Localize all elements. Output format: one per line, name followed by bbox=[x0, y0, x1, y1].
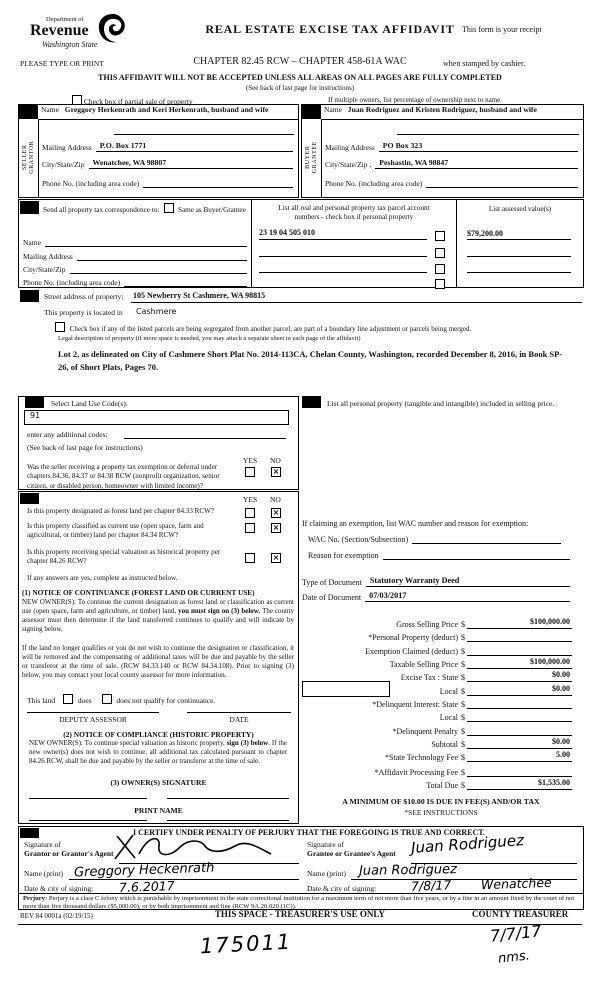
certification-section bbox=[18, 826, 584, 910]
certify-statement: I CERTIFY UNDER PENALTY OF PERJURY THAT THE FOREGOING IS TRUE AND CORRECT. bbox=[132, 828, 485, 837]
buyer-phone-value[interactable] bbox=[426, 177, 578, 188]
land-use-see-back: (See back of last page for instructions) bbox=[27, 443, 143, 452]
buyer-city-value[interactable]: Peshastin, WA 98847 bbox=[379, 158, 449, 167]
section-3-marker bbox=[20, 201, 39, 214]
fee-field-gross[interactable]: $100,000.00 bbox=[467, 617, 572, 629]
notice-continuance-paragraph-2: If the land no longer qualifies or you do not wish to continue the designation or classification, it will be removed and the compensating or additional taxes will be due and payable by the seller or transferor at the time of sale. (RCW 84.33.140 or RCW 84.34.108). Prior to signing (3) below, you may contact your local county assessor for more information. bbox=[22, 644, 294, 679]
send-correspondence-label: Send all property tax correspondence to: bbox=[43, 206, 160, 214]
seller-section bbox=[18, 104, 299, 198]
seller-city-row bbox=[42, 158, 293, 169]
section-4-marker bbox=[20, 290, 39, 302]
seller-side-label: SELLER GRANTOR bbox=[21, 140, 35, 174]
land-use-code-value: 91 bbox=[30, 411, 41, 420]
assessed-value-4[interactable] bbox=[467, 277, 571, 288]
personal-property-checkbox-1[interactable] bbox=[435, 231, 445, 241]
fee-row-delinquent-penalty: *Delinquent Penalty $ bbox=[300, 724, 572, 736]
parcel-line-2[interactable] bbox=[259, 246, 427, 257]
seller-city-value[interactable]: Wenatchee, WA 98807 bbox=[92, 158, 167, 167]
fee-row-exemption-claimed: Exemption Claimed (deduct) $ bbox=[300, 644, 572, 656]
grantee-signature: Juan Rodriguez bbox=[410, 831, 525, 857]
fee-row-delinquent-interest-state: *Delinquent Interest: State $ bbox=[300, 697, 572, 709]
header-see-back: (See back of last page for instructions) bbox=[245, 84, 355, 92]
forest-land-yes-checkbox[interactable] bbox=[245, 508, 255, 518]
multiple-owners-note: If multiple owners, list percentage of ownership next to name bbox=[328, 96, 501, 104]
correspondence-mailing-row bbox=[23, 250, 247, 261]
treasurer-space-label: THIS SPACE - TREASURER'S USE ONLY bbox=[214, 909, 386, 919]
grantee-city-handwritten: Wenatchee bbox=[480, 874, 552, 893]
seller-city-label: City/State/Zip bbox=[42, 160, 85, 169]
seller-phone-value[interactable] bbox=[143, 177, 293, 188]
stamped-note: when stamped by cashier. bbox=[443, 59, 526, 68]
assessed-values-header: List assessed value(s) bbox=[488, 205, 552, 213]
designation-section bbox=[18, 491, 299, 824]
fee-field-personal-property[interactable] bbox=[467, 630, 572, 642]
exemption-header: If claiming an exemption, list WAC number and reason for exemption: bbox=[302, 519, 529, 528]
correspondence-phone-value[interactable] bbox=[124, 276, 247, 287]
grantee-date-handwritten: 7/8/17 bbox=[410, 877, 452, 894]
buyer-city-label: City/State/Zip , bbox=[325, 160, 372, 169]
does-qualify-checkbox[interactable] bbox=[63, 694, 73, 704]
notice-continuance-title: (1) NOTICE OF CONTINUANCE (FOREST LAND OR CURRENT USE) bbox=[22, 588, 255, 597]
grantee-signature-of-label: Signature of bbox=[307, 840, 344, 849]
seller-mailing-row bbox=[42, 141, 293, 152]
does-not-label: does not qualify for continuance. bbox=[116, 696, 216, 705]
personal-property-checkbox-3[interactable] bbox=[435, 264, 445, 274]
treasurer-stamp-date: 7/7/17 bbox=[489, 921, 543, 946]
assessor-date-line[interactable] bbox=[187, 704, 291, 713]
treasurer-stamp-initials: nms. bbox=[497, 948, 531, 967]
assessed-value-1[interactable]: $79,200.00 bbox=[467, 229, 571, 240]
correspondence-section bbox=[18, 199, 584, 288]
correspondence-city-label: City/State/Zip bbox=[23, 265, 66, 274]
owner-signature-line-1[interactable] bbox=[29, 790, 147, 799]
logo-revenue-text: Revenue bbox=[30, 22, 89, 39]
personal-property-note: List all personal property (tangible and intangible) included in selling price. bbox=[327, 399, 555, 408]
exemption-reason-row bbox=[308, 549, 570, 560]
dor-swirl-icon bbox=[96, 12, 130, 48]
seller-phone-row bbox=[42, 177, 293, 188]
buyer-side-label: BUYER GRANTEE bbox=[304, 141, 318, 174]
exemption-reason-field[interactable] bbox=[383, 549, 570, 560]
correspondence-phone-label: Phone No. (including area code) bbox=[23, 278, 121, 287]
does-not-qualify-checkbox[interactable] bbox=[102, 694, 112, 704]
buyer-name-label: Name bbox=[324, 105, 342, 114]
correspondence-city-row bbox=[23, 263, 247, 274]
correspondence-name-label: Name bbox=[23, 238, 41, 247]
correspondence-city-value[interactable] bbox=[70, 263, 248, 274]
additional-codes-label: enter any additional codes: bbox=[27, 430, 108, 439]
no-header-2: NO bbox=[270, 495, 281, 504]
notice-compliance-paragraph: NEW OWNER(S): To continue special valuation as historic property, sign (3) below. If the new owner(s) does not wish to continue, all additional tax calculated pursuant to chapter 84.26 RCW, shall be due and payable by the seller or transferor at the time of sale. bbox=[29, 739, 287, 765]
segregated-note: Check box if any of the listed parcels are being segregated from another parcel, are part of a boundary line adjustment or parcels being merged. bbox=[69, 325, 472, 333]
partial-sale-label: Check box if partial sale of property bbox=[83, 97, 193, 106]
located-in-label: This property is located in bbox=[44, 308, 123, 317]
located-in-value[interactable]: Cashmere bbox=[136, 307, 177, 316]
document-type-label: Type of Document bbox=[302, 578, 362, 587]
forest-land-no-checkbox[interactable]: × bbox=[272, 508, 280, 517]
section-6-marker bbox=[302, 396, 321, 408]
legal-description-label: Legal description of property (if more space is needed, you may attach a separate sheet to each page of the affidavit) bbox=[58, 335, 361, 342]
fee-field-delinquent-penalty[interactable] bbox=[467, 724, 572, 736]
grantee-date-label: Date & city of signing: bbox=[307, 884, 377, 893]
parcel-line-1[interactable] bbox=[259, 229, 427, 240]
parcel-line-4[interactable] bbox=[259, 277, 427, 288]
document-date-value[interactable]: 07/03/2017 bbox=[369, 591, 407, 600]
section-1-marker bbox=[19, 105, 38, 119]
exemption-deferral-no-checkbox[interactable]: × bbox=[272, 467, 280, 476]
land-use-select-label: Select Land Use Code(s): bbox=[51, 399, 128, 408]
buyer-mailing-row bbox=[325, 141, 578, 152]
current-use-yes-checkbox[interactable] bbox=[245, 523, 255, 533]
buyer-side-strip bbox=[302, 120, 322, 197]
street-address-label: Street address of property: bbox=[44, 292, 124, 301]
correspondence-name-value[interactable] bbox=[45, 236, 247, 247]
yes-header-1: YES bbox=[243, 456, 258, 465]
grantor-date-handwritten: 7.6.2017 bbox=[118, 878, 175, 895]
seller-side-strip bbox=[19, 120, 39, 197]
grantee-agent-label: Grantee or Grantee's Agent bbox=[307, 849, 396, 858]
fee-field-exemption-claimed[interactable] bbox=[467, 644, 572, 656]
buyer-phone-row bbox=[325, 177, 578, 188]
exemption-deferral-yes-checkbox[interactable] bbox=[245, 467, 255, 477]
form-title: REAL ESTATE EXCISE TAX AFFIDAVIT bbox=[205, 22, 455, 36]
divider bbox=[251, 200, 252, 287]
exemption-reason-label: Reason for exemption bbox=[308, 551, 379, 560]
parcel-line-3[interactable] bbox=[259, 262, 427, 273]
document-type-value[interactable]: Statutory Warranty Deed bbox=[369, 576, 460, 585]
this-land-label: This land bbox=[27, 696, 56, 705]
grantor-name-handwritten: Greggory Heckenrath bbox=[73, 860, 215, 881]
additional-codes-field[interactable] bbox=[124, 430, 286, 439]
section-5-marker bbox=[25, 397, 44, 408]
county-treasurer-label: COUNTY TREASURER bbox=[472, 909, 569, 919]
current-use-no-checkbox[interactable]: × bbox=[272, 523, 280, 532]
fee-field-excise-local[interactable]: $0.00 bbox=[467, 684, 572, 696]
buyer-phone-label: Phone No. (including area code) bbox=[325, 179, 423, 188]
current-use-question: Is this property classified as current use (open space, farm and agricultural, or timber) land per chapter 84.34 RCW? bbox=[27, 522, 204, 540]
yes-header-2: YES bbox=[243, 495, 258, 504]
assessed-value-2[interactable] bbox=[467, 246, 571, 257]
fee-field-excise-state[interactable]: $0.00 bbox=[467, 670, 572, 682]
fee-row-personal-property: *Personal Property (deduct) $ bbox=[300, 630, 572, 642]
header-warning: THIS AFFIDAVIT WILL NOT BE ACCEPTED UNLESS ALL AREAS ON ALL PAGES ARE FULLY COMPLETED bbox=[98, 73, 502, 82]
document-type-row bbox=[302, 576, 570, 587]
fee-row-technology-fee: *State Technology Fee $ 5.00 bbox=[384, 750, 570, 762]
receipt-note: This form is your receipt bbox=[462, 25, 542, 34]
fee-field-subtotal[interactable]: $0.00 bbox=[467, 737, 572, 749]
notice-continuance-paragraph-1: NEW OWNER(S): To continue the current designation as forest land or classification as current use (open space, farm and agriculture, or timber) land, you must sign on (3) below. The county assessor must then determine if the land transferred continues to qualify and will indicate by signing below. bbox=[22, 598, 294, 633]
buyer-city-row bbox=[325, 158, 578, 169]
no-header-1: NO bbox=[270, 456, 281, 465]
chapter-line: CHAPTER 82.45 RCW – CHAPTER 458-61A WAC bbox=[193, 56, 407, 67]
print-name-header: PRINT NAME bbox=[134, 806, 183, 815]
buyer-mailing-label: Mailing Address bbox=[325, 143, 375, 152]
personal-property-checkbox-2[interactable] bbox=[435, 248, 445, 258]
fee-row-total-due: Total Due $ $1,535.00 bbox=[426, 778, 570, 790]
seller-name-value[interactable]: Greggory Herkenrath and Keri Herkenrath, husband and wife bbox=[64, 105, 269, 114]
personal-property-checkbox-4[interactable] bbox=[435, 279, 445, 289]
deputy-assessor-signature-line[interactable] bbox=[27, 704, 159, 713]
logo-dept-text: Department of bbox=[46, 16, 84, 23]
seller-phone-label: Phone No. (including area code) bbox=[42, 179, 140, 188]
logo-state-text: Washington State bbox=[42, 40, 98, 49]
owner-signature-line-2[interactable] bbox=[167, 790, 289, 799]
wac-number-label: WAC No. (Section/Subsection) bbox=[308, 535, 409, 544]
buyer-name-row bbox=[321, 105, 583, 120]
print-name-line-1[interactable] bbox=[29, 812, 147, 821]
grantor-name-print-label: Name (print) bbox=[24, 869, 63, 878]
document-date-row bbox=[302, 591, 570, 602]
correspondence-mailing-value[interactable] bbox=[77, 250, 247, 261]
fee-field-processing-fee[interactable] bbox=[467, 765, 572, 777]
notice-compliance-title: (2) NOTICE OF COMPLIANCE (HISTORIC PROPERTY) bbox=[63, 730, 254, 739]
perjury-divider bbox=[19, 893, 583, 894]
fee-field-total-due[interactable]: $1,535.00 bbox=[467, 778, 572, 790]
segregated-checkbox[interactable] bbox=[55, 322, 65, 332]
legal-description-text: Lot 2, as delineated on City of Cashmere Short Plat No. 2014-113CA, Chelan County, Washington, recorded December 8, 2016, in Book SP-26, of Short Plats, Pages 70. bbox=[58, 349, 563, 372]
fee-row-excise-state: Excise Tax : State $ $0.00 bbox=[400, 670, 570, 682]
document-date-label: Date of Document bbox=[302, 593, 362, 602]
fee-row-taxable: Taxable Selling Price $ $100,000.00 bbox=[389, 657, 570, 669]
wac-number-field[interactable] bbox=[412, 533, 561, 544]
buyer-mailing-value[interactable]: PO Box 323 bbox=[382, 141, 423, 150]
street-address-value[interactable]: 105 Newberry St Cashmere, WA 98815 bbox=[133, 291, 266, 300]
does-label: does bbox=[77, 696, 92, 705]
historic-property-no-checkbox[interactable]: × bbox=[272, 553, 280, 562]
seller-name-overflow-line bbox=[114, 134, 294, 135]
print-name-line-2[interactable] bbox=[167, 812, 289, 821]
fee-row-gross: Gross Selling Price $ $100,000.00 bbox=[396, 617, 570, 629]
fee-field-delinquent-interest-local[interactable] bbox=[467, 710, 572, 722]
section-8-marker bbox=[20, 828, 39, 838]
grantee-name-print-label: Name (print) bbox=[307, 869, 346, 878]
section-7-marker bbox=[20, 493, 39, 504]
grantor-date-label: Date & city of signing: bbox=[24, 884, 94, 893]
same-as-buyer-label: Same as Buyer/Grantee bbox=[177, 206, 246, 214]
buyer-section bbox=[301, 104, 584, 198]
land-use-code-field[interactable] bbox=[24, 410, 289, 425]
correspondence-phone-row bbox=[23, 276, 247, 287]
fee-field-taxable[interactable]: $100,000.00 bbox=[467, 657, 572, 669]
same-as-buyer-checkbox[interactable] bbox=[164, 203, 174, 213]
grantee-name-handwritten: Juan Rodriguez bbox=[358, 862, 458, 879]
parcel-header: List all real and personal property tax parcel account numbers - check box if personal property bbox=[278, 204, 430, 222]
owners-signature-header: (3) OWNER(S) SIGNATURE bbox=[110, 778, 207, 787]
seller-mailing-value[interactable]: P.O. Box 1771 bbox=[99, 141, 147, 150]
seller-mailing-label: Mailing Address bbox=[42, 143, 92, 152]
land-use-section bbox=[18, 396, 299, 490]
exemption-deferral-question: Was the seller receiving a property tax exemption or deferral under chapters 84.36, 84.37 or 84.38 RCW (nonprofit organization, senior citizen, or disabled person, homeowner with limited income)? bbox=[27, 463, 220, 490]
wac-row bbox=[308, 533, 570, 544]
fee-field-technology-fee[interactable]: 5.00 bbox=[467, 750, 572, 762]
buyer-name-value[interactable]: Juan Rodriguez and Kristen Rodriguez, husband and wife bbox=[347, 105, 537, 114]
historic-property-question: Is this property receiving special valuation as historical property per chapter 84.26 RCW? bbox=[27, 548, 221, 566]
assessor-date-label: DATE bbox=[229, 715, 249, 724]
grantor-agent-label: Grantor or Grantor's Agent bbox=[24, 849, 114, 858]
seller-name-row bbox=[38, 105, 298, 120]
correspondence-mailing-label: Mailing Address bbox=[23, 252, 73, 261]
minimum-fee-note: A MINIMUM OF $10.00 IS DUE IN FEE(S) AND/OR TAX bbox=[342, 797, 540, 806]
fee-row-subtotal: Subtotal $ $0.00 bbox=[431, 737, 570, 749]
fee-field-delinquent-interest-state[interactable] bbox=[467, 697, 572, 709]
type-or-print-note: PLEASE TYPE OR PRINT bbox=[20, 59, 104, 68]
forest-land-question: Is this property designated as forest land per chapter 84.33 RCW? bbox=[27, 507, 214, 515]
form-revision-number: REV 84 0001a (02/19/15) bbox=[20, 912, 93, 920]
assessed-value-3[interactable] bbox=[467, 262, 571, 273]
treasurer-stamp-number: 175011 bbox=[199, 929, 293, 959]
parcel-number-value[interactable]: 23 19 04 505 010 bbox=[259, 228, 315, 237]
seller-name-label: Name bbox=[41, 105, 59, 114]
historic-property-yes-checkbox[interactable] bbox=[245, 553, 255, 563]
if-any-yes-note: If any answers are yes, complete as instructed below. bbox=[27, 574, 178, 582]
buyer-name-overflow-line bbox=[397, 134, 579, 135]
fee-row-delinquent-interest-local: Local $ bbox=[300, 710, 572, 722]
see-instructions-note: *SEE INSTRUCTIONS bbox=[404, 808, 478, 817]
correspondence-send-row bbox=[43, 203, 246, 214]
fee-row-processing-fee: *Affidavit Processing Fee $ bbox=[300, 765, 572, 777]
fee-row-excise-local: Local $ $0.00 bbox=[439, 684, 570, 696]
segregated-row bbox=[55, 322, 471, 333]
deputy-assessor-label: DEPUTY ASSESSOR bbox=[59, 715, 127, 724]
divider bbox=[456, 200, 457, 287]
section-2-marker bbox=[302, 105, 321, 119]
correspondence-name-row bbox=[23, 236, 247, 247]
street-address-line bbox=[131, 302, 582, 303]
grantor-signature-of-label: Signature of bbox=[24, 840, 61, 849]
perjury-note: Perjury: Perjury is a class C felony which is punishable by imprisonment in the state correctional institution for a maximum term of not more than five years, or by a fine in an amount fixed by the court of not more than five thousand dollars ($5,000.00), or by both imprisonment and fine (RCW 9A.20.020 (1C)). bbox=[23, 895, 575, 911]
